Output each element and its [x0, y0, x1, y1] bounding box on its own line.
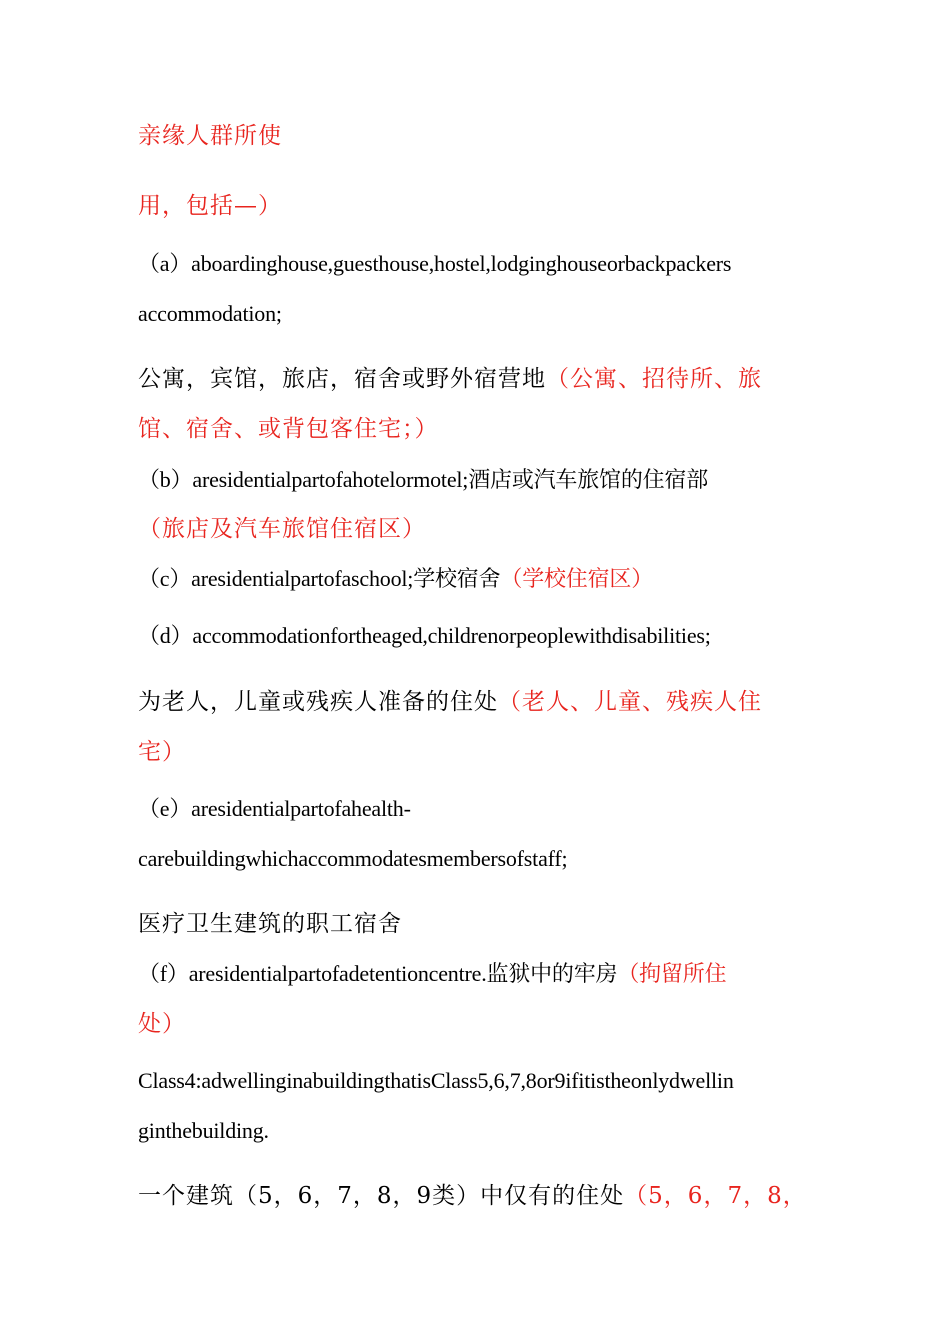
- highlighted-text: （公寓、招待所、旅: [546, 366, 762, 392]
- clause-a-english-cont: [138, 299, 282, 329]
- highlighted-text: 亲缘人群所使: [138, 123, 282, 149]
- clause-d-english: [138, 621, 711, 651]
- highlighted-text: （老人、儿童、残疾人住: [498, 689, 762, 715]
- class4-english-cont: [138, 1116, 269, 1146]
- body-text: 为老人，儿童或残疾人准备的住处: [138, 689, 498, 715]
- text-line-1: [138, 121, 282, 151]
- highlighted-text: （旅店及汽车旅馆住宿区）: [138, 516, 426, 542]
- clause-a-chinese-cont: [138, 414, 439, 444]
- class4-english: [138, 1066, 734, 1096]
- body-text: 一个建筑（5，6，7，8，9类）中仅有的住处: [138, 1183, 625, 1209]
- body-text: 公寓，宾馆，旅店，宿舍或野外宿营地: [138, 366, 546, 392]
- clause-d-chinese: [138, 687, 762, 717]
- body-text: 医疗卫生建筑的职工宿舍: [138, 911, 402, 937]
- highlighted-text: 宅）: [138, 739, 186, 765]
- clause-e-chinese: [138, 909, 402, 939]
- body-text: Class4:adwellinginabuildingthatisClass5,6,7,8or9ifitistheonlydwellin: [138, 1068, 734, 1093]
- body-text: ginthebuilding.: [138, 1118, 269, 1143]
- highlighted-text: （拘留所住: [617, 961, 727, 986]
- clause-a-chinese: [138, 364, 762, 394]
- body-text: accommodation;: [138, 301, 282, 326]
- text-line-2: [138, 191, 282, 221]
- body-text: （f）aresidentialpartofadetentioncentre.监狱中的牢房: [138, 961, 618, 986]
- clause-f-cont: [138, 1009, 186, 1039]
- highlighted-text: （学校住宿区）: [500, 566, 654, 591]
- highlighted-text: 处）: [138, 1011, 186, 1037]
- body-text: （d）accommodationfortheaged,childrenorpeoplewithdisabilities;: [138, 623, 711, 648]
- clause-e-english: [138, 794, 411, 824]
- body-text: （b）aresidentialpartofahotelormotel;酒店或汽车旅馆的住宿部: [138, 467, 709, 492]
- clause-c: [138, 564, 653, 594]
- highlighted-text: 用，包括—）: [138, 193, 282, 219]
- clause-e-english-cont: [138, 844, 567, 874]
- body-text: （a）aboardinghouse,guesthouse,hostel,lodginghouseorbackpackers: [138, 251, 732, 276]
- clause-a-english: [138, 249, 731, 279]
- body-text: （e）aresidentialpartofahealth-: [138, 796, 411, 821]
- clause-d-chinese-cont: [138, 737, 186, 767]
- clause-b: [138, 465, 708, 495]
- body-text: carebuildingwhichaccommodatesmembersofstaff;: [138, 846, 568, 871]
- highlighted-text: （5，6，7，8，: [624, 1183, 807, 1209]
- body-text: （c）aresidentialpartofaschool;学校宿舍: [138, 566, 501, 591]
- clause-f: [138, 959, 726, 989]
- class4-chinese: [138, 1181, 807, 1211]
- clause-b-cont: [138, 514, 426, 544]
- highlighted-text: 馆、宿舍、或背包客住宅；）: [138, 416, 439, 442]
